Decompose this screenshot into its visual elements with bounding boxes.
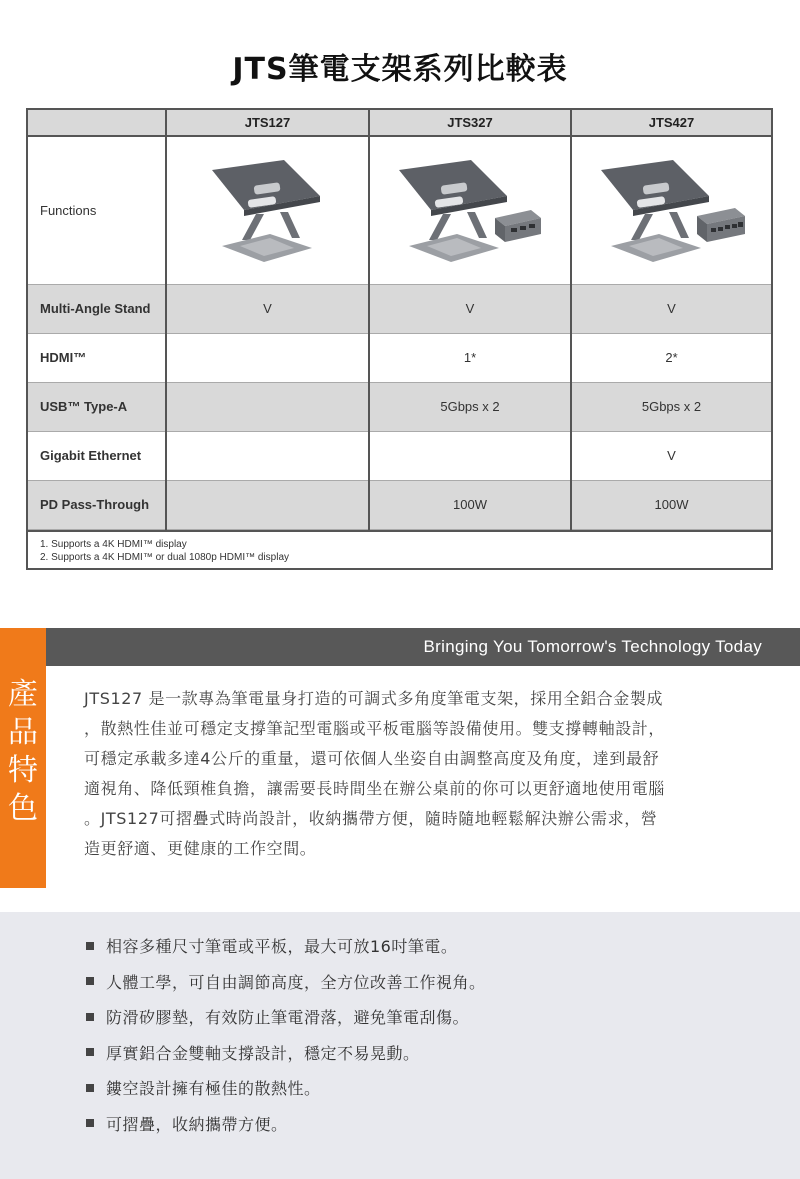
description-line: 可穩定承載多達4公斤的重量，還可依個人坐姿自由調整高度及角度，達到最舒 xyxy=(84,749,660,768)
page-title: JTS筆電支架系列比較表 xyxy=(232,52,568,87)
list-item xyxy=(86,1042,766,1078)
footnote: 1. Supports a 4K HDMI™ display xyxy=(40,538,187,550)
feature-text: 人體工學，可自由調節高度，全方位改善工作視角。 xyxy=(106,972,486,992)
bullet-square-icon xyxy=(86,942,94,950)
column-header-jts427: JTS427 xyxy=(571,110,771,136)
feature-text: 防滑矽膠墊，有效防止筆電滑落，避免筆電刮傷。 xyxy=(106,1008,470,1027)
side-tab-char: 品 xyxy=(8,715,38,750)
laptop-stand-hub-icon xyxy=(597,154,747,264)
row-label: Functions xyxy=(28,136,166,284)
table-cell: 5Gbps x 2 xyxy=(369,382,571,431)
list-item xyxy=(86,1113,766,1149)
list-item xyxy=(86,935,766,971)
tagline: Bringing You Tomorrow's Technology Today xyxy=(423,637,762,656)
product-features-tab xyxy=(0,668,46,888)
row-label: Multi-Angle Stand xyxy=(28,284,166,333)
table-cell: V xyxy=(166,284,369,333)
product-image-jts427 xyxy=(571,136,771,284)
table-header-row xyxy=(28,110,771,136)
feature-text: 可摺疊，收納攜帶方便。 xyxy=(106,1114,288,1134)
laptop-stand-icon xyxy=(208,154,328,264)
table-cell: 1* xyxy=(369,333,571,382)
table-footnotes xyxy=(28,530,771,570)
description-line: 造更舒適、更健康的工作空間。 xyxy=(84,839,317,858)
product-image-jts327 xyxy=(369,136,571,284)
bullet-square-icon xyxy=(86,977,94,985)
table-cell: V xyxy=(369,284,571,333)
row-label: USB™ Type-A xyxy=(28,382,166,431)
product-description xyxy=(84,684,764,864)
table-row xyxy=(28,431,771,480)
list-item xyxy=(86,971,766,1007)
table-cell xyxy=(369,431,571,480)
description-line: 適視角、降低頸椎負擔，讓需要長時間坐在辦公桌前的你可以更舒適地使用電腦 xyxy=(84,779,666,798)
bullet-square-icon xyxy=(86,1048,94,1056)
description-line: JTS127 是一款專為筆電量身打造的可調式多角度筆電支架，採用全鋁合金製成 xyxy=(84,689,664,708)
table-row xyxy=(28,382,771,431)
functions-row xyxy=(28,136,771,284)
table-cell: V xyxy=(571,431,771,480)
side-tab-char: 產 xyxy=(8,677,38,712)
column-header-jts127: JTS127 xyxy=(166,110,369,136)
table-cell: 2* xyxy=(571,333,771,382)
footnote: 2. Supports a 4K HDMI™ or dual 1080p HDMI™ display xyxy=(40,551,289,563)
row-label: HDMI™ xyxy=(28,333,166,382)
column-header-jts327: JTS327 xyxy=(369,110,571,136)
table-cell: 100W xyxy=(571,480,771,529)
comparison-table xyxy=(26,108,773,570)
list-item xyxy=(86,1006,766,1042)
bullet-square-icon xyxy=(86,1013,94,1021)
header-empty-cell xyxy=(28,110,166,136)
table-row xyxy=(28,480,771,529)
row-label: Gigabit Ethernet xyxy=(28,431,166,480)
description-line: 。JTS127可摺疊式時尚設計，收納攜帶方便，隨時隨地輕鬆解決辦公需求，營 xyxy=(84,809,658,828)
table-cell xyxy=(166,431,369,480)
description-line: ，散熱性佳並可穩定支撐筆記型電腦或平板電腦等設備使用。雙支撐轉軸設計， xyxy=(84,719,666,738)
table-cell xyxy=(166,480,369,529)
feature-text: 厚實鋁合金雙軸支撐設計，穩定不易晃動。 xyxy=(106,1043,420,1063)
table-row xyxy=(28,333,771,382)
tagline-band xyxy=(0,628,800,666)
table-cell xyxy=(166,333,369,382)
product-image-jts127 xyxy=(166,136,369,284)
table-cell: 100W xyxy=(369,480,571,529)
list-item xyxy=(86,1077,766,1113)
table-row xyxy=(28,284,771,333)
feature-list xyxy=(86,935,766,1148)
table-cell: 5Gbps x 2 xyxy=(571,382,771,431)
feature-text: 鏤空設計擁有極佳的散熱性。 xyxy=(106,1079,321,1098)
bullet-square-icon xyxy=(86,1119,94,1127)
side-tab-char: 特 xyxy=(8,753,38,788)
feature-text: 相容多種尺寸筆電或平板，最大可放16吋筆電。 xyxy=(106,937,458,956)
side-tab-char: 色 xyxy=(8,791,38,826)
laptop-stand-hub-icon xyxy=(395,154,545,264)
bullet-square-icon xyxy=(86,1084,94,1092)
side-tab-top xyxy=(0,628,46,668)
table-cell: V xyxy=(571,284,771,333)
table-cell xyxy=(166,382,369,431)
row-label: PD Pass-Through xyxy=(28,480,166,529)
